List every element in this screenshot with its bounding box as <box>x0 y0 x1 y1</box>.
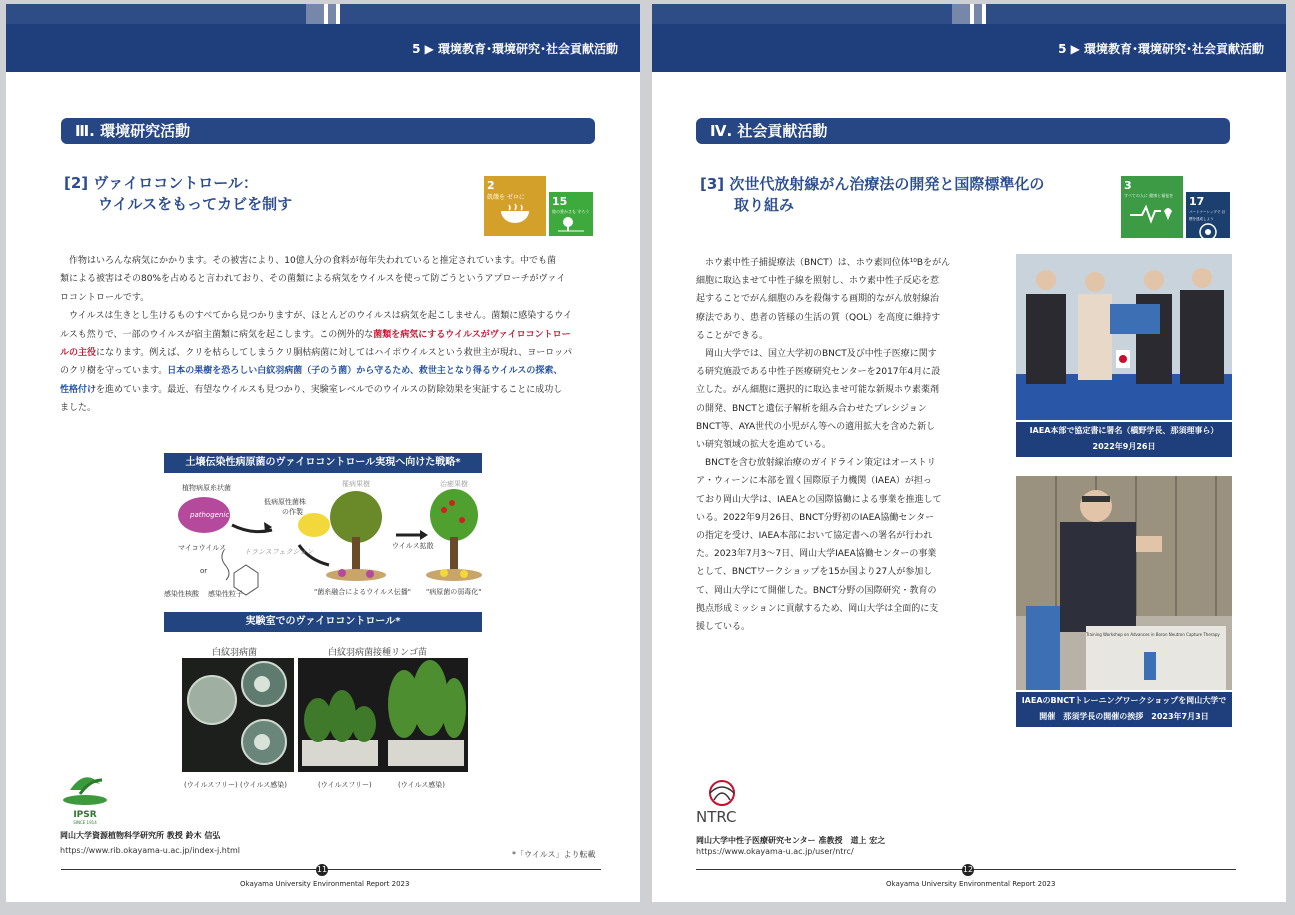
author-url[interactable]: https://www.rib.okayama-u.ac.jp/index-j.html <box>60 846 240 855</box>
body-line: 岡山大学では、国立大学初のBNCT及び中性子医療に関す <box>705 349 937 360</box>
body-text: 作物はいろんな病気にかかります。その被害により、10億人分の食料が毎年失われていると推定されています。中でも菌 類による被害はその80%を占めると言われており、その菌類による病気をウイルスを使って防ごうというアプローチがヴァイ ロコントロールです。 ウイルスは生きとし生けるものすべてから見つかりますが、ほとんどのウイルスは病気を起こしません。菌類に感染するウイ ルスも然りで、一部のウイルスが宿主菌類に病気を起こします。この例外的な菌類を病気にするウイルスがヴァイロコントロー ルの主役になります。例えば、クリを枯らしてしまうクリ胴枯病菌に対してはハイポウイルスという救世主が現れ、ヨーロッパ のクリ樹を守っています。日本の果樹を恐ろしい白紋羽病菌（子のう菌）から守るため、救世主となり得るウイルスの探索、 性格付けを進めています。最近、有望なウイルスも見つかり、実験室レベルでのウイルスの防除効果を実証することに成功し ました。 <box>60 252 600 418</box>
figure2-caption-2: (ウイルス感染) <box>240 781 288 789</box>
figure2-title: 実験室でのヴァイロコントロール* <box>164 612 482 632</box>
body-line: た。2023年7月3～7日、岡山大学IAEA協働センターの事業 <box>696 549 937 560</box>
body-line: て、岡山大学にて開催した。BNCT分野の国際研究・教育の <box>696 585 937 596</box>
petri-dish-photo <box>182 658 294 772</box>
right-page <box>652 4 1286 902</box>
figure-note: *「ウイルス」より転載 <box>512 850 596 859</box>
page-number: 12 <box>962 865 974 874</box>
left-page <box>6 4 640 902</box>
body-line: る研究施設である中性子医療研究センターを2017年4月に設 <box>696 367 941 378</box>
figure1-diagram: 植物病原糸状菌 pathogenic fungus 低病原性菌株 の作製 マイコウイルス トランスフェクション or 感染性核酸 感染性粒子 罹病果樹 治癒果樹 ウイルス拡散 "菌糸融合によるウイルス伝播" "病原菌の弱毒化" <box>164 480 482 598</box>
page-header <box>6 24 640 72</box>
body-line: いる。2022年9月26日、BNCT分野初のIAEA協働センター <box>696 512 935 523</box>
sdg-15-icon: 15 陸の豊かさも 守ろう <box>549 192 593 236</box>
author-url[interactable]: https://www.okayama-u.ac.jp/user/ntrc/ <box>696 847 854 856</box>
body-line: い研究領域の拡大を進めている。 <box>696 440 832 451</box>
author: 岡山大学資源植物科学研究所 教授 鈴木 信弘 <box>60 831 221 840</box>
body-line: の開発、BNCTと遺伝子解析を組み合わせたプレシジョン <box>696 403 927 414</box>
ipsr-logo: IPSR SINCE 1914 <box>60 770 110 820</box>
photo1-caption: IAEA本部で協定書に署名（槇野学長、那須理事ら） 2022年9月26日 <box>1016 422 1232 457</box>
figure2-right-label: 白紋羽病菌接種リンゴ苗 <box>328 648 428 658</box>
top-strip <box>652 4 1286 24</box>
body-line: 拠点形成ミッションに貢献するため、岡山大学は全面的に支 <box>696 603 939 614</box>
footer-report: Okayama University Environmental Report 2023 <box>240 880 410 888</box>
section-title: Ⅲ. 環境研究活動 <box>61 118 595 144</box>
top-strip <box>6 4 640 24</box>
footer-line <box>61 869 601 870</box>
body-text <box>696 254 976 636</box>
ntrc-logo: NTRC <box>696 778 752 828</box>
body-line: 立した。がん細胞に選択的に取込ませ可能な新規ホウ素薬剤 <box>696 385 940 396</box>
body-line: ることができる。 <box>696 330 769 341</box>
header-title: 5 ▶ 環境教育･環境研究･社会貢献活動 <box>1058 42 1264 56</box>
article-title: [3] 次世代放射線がん治療法の開発と国際標準化の 取り組み <box>700 175 1045 214</box>
author: 岡山大学中性子医療研究センター 准教授 道上 宏之 <box>696 836 886 845</box>
body-line: ており岡山大学は、IAEAとの国際協働による事業を推進して <box>696 494 942 505</box>
workshop-photo: Training Workshop on Advances in Boron Neutron Capture Therapy <box>1016 476 1232 690</box>
body-line: 療法であり、患者の皆様の生活の質（QOL）を高度に維持す <box>696 312 941 323</box>
sdg-17-icon: 17 パートナーシップで 目標を達成しよう <box>1186 192 1230 238</box>
apple-seedling-photo <box>298 658 468 772</box>
body-line: BNCT等、AYA世代の小児がん等への適用拡大を含めた新し <box>696 421 936 432</box>
figure2-caption-1: (ウイルスフリー) <box>184 781 238 789</box>
page-number: 11 <box>316 865 328 874</box>
figure2-caption-4: (ウイルス感染) <box>398 781 446 789</box>
sdg-2-icon: 2 飢餓を ゼロに <box>484 176 546 236</box>
header-title: 5 ▶ 環境教育･環境研究･社会貢献活動 <box>412 42 618 56</box>
figure2-caption-3: (ウイルスフリー) <box>318 781 372 789</box>
body-line: 援している。 <box>696 622 751 633</box>
body-line: 細胞に取込ませて中性子線を照射し、ホウ素中性子反応を惹 <box>696 276 940 287</box>
section-title: Ⅳ. 社会貢献活動 <box>696 118 1230 144</box>
paragraph-1: 作物はいろんな病気にかかります。その被害により、10億人分の食料が毎年失われていると推定されています。中でも菌 <box>69 256 557 266</box>
page-header <box>652 24 1286 72</box>
article-title: [2] ヴァイロコントロール： ウイルスをもってカビを制す <box>64 174 293 213</box>
figure2-left-label: 白紋羽病菌 <box>212 648 258 658</box>
footer-report: Okayama University Environmental Report 2023 <box>886 880 1056 888</box>
figure1-title: 土壌伝染性病原菌のヴァイロコントロール実現へ向けた戦略* <box>164 453 482 473</box>
body-line: BNCTを含む放射線治療のガイドライン策定はオーストリ <box>705 458 936 469</box>
body-line: 起することでがん細胞のみを殺傷する画期的ながん放射線治 <box>696 294 940 305</box>
photo2-caption: IAEAのBNCTトレーニングワークショップを岡山大学で 開催 那須学長の開催の挨拶 2023年7月3日 <box>1016 692 1232 727</box>
sdg-3-icon: 3 すべての人に 健康と福祉を <box>1121 176 1183 238</box>
body-line: ア・ウィーンに本部を置く国際原子力機関（IAEA）が担っ <box>696 476 932 487</box>
signing-photo <box>1016 254 1232 420</box>
body-line: ホウ素中性子捕捉療法（BNCT）は、ホウ素同位体¹⁰Bをがん <box>705 258 951 268</box>
body-line: の指定を受け、IAEA本部において協定書への署名が行われ <box>696 531 933 542</box>
body-line: として、BNCTワークショップを15か国より27人が参加し <box>696 567 933 578</box>
